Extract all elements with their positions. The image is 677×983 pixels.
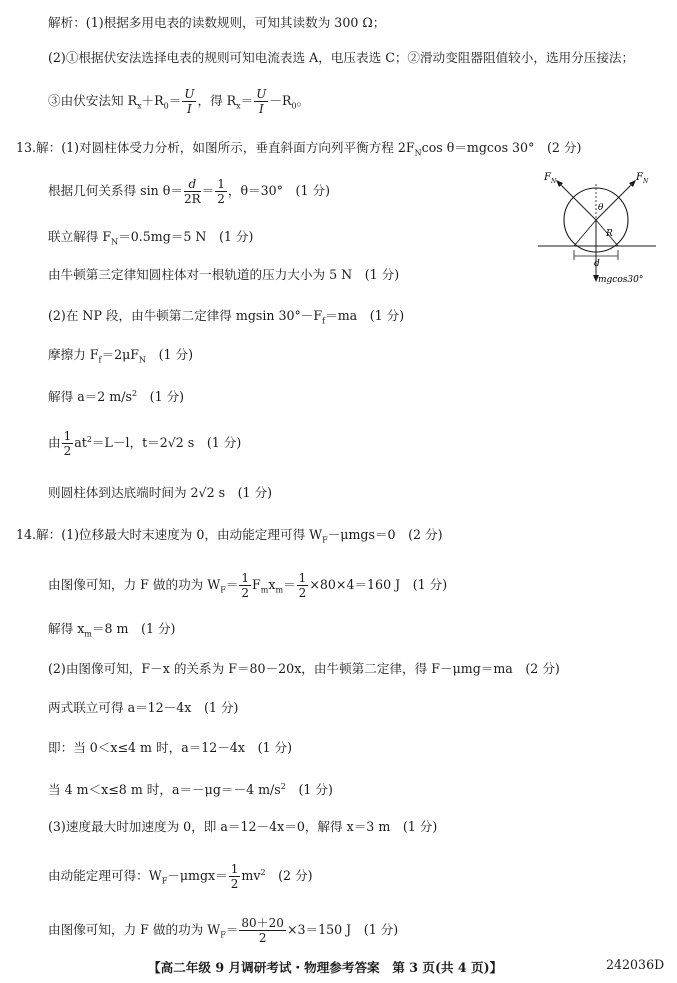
q14-line-6: 即：当 0＜x≤4 m 时，a＝12－4x (1 分)	[48, 740, 293, 755]
q14-line-9	[48, 863, 313, 891]
radius-left	[574, 220, 596, 246]
normal-force-left	[558, 182, 596, 220]
denominator: 2	[258, 931, 267, 945]
fraction-one-half	[239, 572, 251, 599]
text-seg: ＝	[225, 577, 239, 592]
q13-line-9: 则圆柱体到达底端时间为 2√2 s (1 分)	[48, 485, 273, 500]
normal-force-right	[596, 182, 634, 220]
text-seg: 14.解：(1)位移最大时末速度为 0，由动能定理可得 W	[16, 527, 323, 542]
numerator: 1	[298, 571, 307, 585]
text-seg: (1 分)	[285, 782, 333, 798]
q14-line-10	[48, 917, 398, 945]
sub-f: F	[220, 585, 226, 595]
sub-x: x	[137, 101, 142, 111]
text-seg: 当 4 m＜x≤8 m 时，a＝－μg＝－4 m/s	[48, 782, 281, 798]
sub-zero: 0	[291, 101, 297, 111]
fraction-u-over-i	[254, 88, 268, 115]
text-seg: ＝	[225, 922, 239, 937]
q13-line-5	[48, 307, 404, 331]
text-seg: ＝ma (1 分)	[325, 308, 405, 323]
sub-f: F	[322, 535, 328, 545]
text-seg: ＝L－l，t＝2√2 s (1 分)	[91, 435, 242, 450]
text-seg: F	[252, 577, 261, 592]
q13-line-2	[48, 178, 330, 205]
text-seg: 由图像可知，力 F 做的功为 W	[48, 577, 221, 592]
denominator: 2R	[183, 192, 201, 206]
numerator: 1	[230, 862, 239, 876]
text-seg: ×3＝150 J (1 分)	[286, 922, 399, 937]
footer-code: 242036D	[606, 957, 665, 972]
text-seg: cos θ＝mgcos 30° (2 分)	[421, 140, 582, 155]
text-seg: ＝	[201, 183, 215, 198]
text-seg: 13.解：(1)对圆柱体受力分析，如图所示，垂直斜面方向列平衡方程 2F	[16, 140, 415, 155]
sub-zero: 0	[163, 101, 169, 111]
fraction-one-half	[62, 430, 74, 457]
label-d: d	[594, 259, 600, 269]
denominator: 2	[63, 444, 72, 458]
text-seg: ＋R	[141, 93, 164, 108]
text-seg: ＝	[240, 93, 254, 108]
text-seg: 摩擦力 F	[48, 347, 99, 362]
analysis-line-2: (2)①根据伏安法选择电表的规则可知电流表选 A，电压表选 C；②滑动变阻器阻值较小，选用分压接法；	[48, 50, 635, 65]
sub-n: N	[111, 237, 119, 247]
q13-line-7	[48, 385, 184, 406]
numerator: 1	[217, 177, 225, 191]
sup-2: 2	[280, 782, 286, 791]
text-seg: 由动能定理可得：W	[48, 868, 162, 883]
text-seg: 联立解得 F	[48, 229, 112, 244]
label-sub-n: N	[551, 178, 557, 185]
text-seg: 。	[296, 93, 310, 108]
text-seg: (2 分)	[265, 868, 313, 883]
text-seg: 根据几何关系得 sin θ＝	[48, 183, 183, 198]
fraction-one-half	[215, 178, 227, 205]
sup-2: 2	[260, 867, 266, 877]
analysis-line-3	[48, 88, 309, 116]
sup-2: 2	[86, 434, 92, 444]
q14-line-4: (2)由图像可知，F－x 的关系为 F＝80－20x，由牛顿第二定律，得 F－μmg＝ma (2 分)	[48, 661, 560, 676]
sub-f: F	[161, 876, 168, 886]
sub-x: x	[236, 101, 241, 111]
q13-line-3	[48, 228, 253, 252]
text-seg: －μmgs＝0 (2 分)	[327, 527, 443, 542]
q13-line-8	[48, 430, 241, 457]
sub-n: N	[139, 355, 147, 365]
text-seg: ，得 R	[197, 93, 237, 108]
q13-line-1	[16, 139, 581, 163]
label-mgcos30: mgcos30°	[598, 275, 644, 285]
denominator: I	[258, 102, 264, 116]
denominator: 2	[241, 586, 250, 600]
footer-title: 【高二年级 9 月调研考试・物理参考答案 第 3 页(共 4 页)】	[148, 960, 503, 975]
sub-f: f	[98, 355, 102, 365]
label-fn-left: F	[544, 172, 551, 183]
analysis-line-1: 解析：(1)根据多用电表的读数规则，可知其读数为 300 Ω；	[48, 15, 386, 30]
q14-line-3	[48, 620, 175, 644]
text-seg: ＝8 m (1 分)	[91, 621, 176, 636]
text-seg: at	[74, 435, 87, 450]
label-fn-right: F	[636, 172, 643, 183]
q14-line-5: 两式联立可得 a＝12－4x (1 分)	[48, 700, 239, 715]
text-seg: ③由伏安法知 R	[48, 93, 138, 108]
denominator: 2	[217, 192, 225, 206]
text-seg: ＝	[168, 93, 182, 108]
fraction-u-over-i	[182, 88, 196, 115]
text-seg: ＝	[283, 577, 296, 592]
q14-line-7	[48, 778, 333, 799]
text-seg: 解得 x	[48, 621, 85, 636]
label-radius: R	[606, 229, 613, 239]
q14-line-1	[16, 526, 443, 550]
text-seg: mv	[241, 868, 261, 883]
sup-2: 2	[131, 389, 138, 398]
fraction-d-over-2r	[184, 178, 201, 205]
fraction-one-half	[297, 572, 309, 599]
text-seg: 由	[48, 435, 61, 450]
numerator: U	[256, 87, 267, 101]
label-theta: θ	[598, 203, 604, 213]
text-seg: x	[268, 577, 276, 592]
text-seg: 由图像可知，力 F 做的功为 W	[48, 922, 221, 937]
text-seg: －R	[269, 93, 292, 108]
numerator: 1	[63, 429, 72, 443]
cylinder-force-diagram	[538, 170, 656, 290]
denominator: I	[187, 102, 192, 116]
sub-f: F	[220, 930, 226, 940]
fraction-80-plus-20-over-2	[239, 917, 286, 944]
q13-line-4: 由牛顿第三定律知圆柱体对一根轨道的压力大小为 5 N (1 分)	[48, 267, 400, 282]
numerator: d	[184, 178, 201, 192]
sub-f: f	[322, 316, 326, 326]
sub-m: m	[260, 585, 269, 595]
numerator: U	[184, 87, 195, 101]
text-seg: 解得 a＝2 m/s	[48, 389, 132, 405]
q14-line-8: (3)速度最大时加速度为 0，即 a＝12－4x＝0，解得 x＝3 m (1 分)	[48, 819, 438, 834]
denominator: 2	[298, 586, 307, 600]
text-seg: ＝0.5mg＝5 N (1 分)	[118, 229, 254, 244]
fraction-one-half	[229, 863, 241, 890]
text-seg: (2)在 NP 段，由牛顿第二定律得 mgsin 30°－F	[48, 308, 323, 323]
sub-m: m	[84, 629, 92, 639]
sub-n: N	[414, 148, 422, 158]
q14-line-2	[48, 572, 447, 600]
text-seg: －μmgx＝	[167, 868, 228, 883]
denominator: 2	[230, 877, 239, 891]
label-sub-n: N	[643, 178, 649, 185]
text-seg: (1 分)	[137, 389, 185, 405]
sub-m: m	[275, 585, 284, 595]
text-seg: ×80×4＝160 J (1 分)	[309, 577, 448, 592]
text-seg: ，θ＝30° (1 分)	[227, 183, 330, 198]
q13-line-6	[48, 346, 193, 370]
text-seg: ＝2μF	[101, 347, 140, 362]
numerator: 80＋20	[241, 916, 284, 930]
text-seg: (1 分)	[146, 347, 194, 362]
numerator: 1	[241, 571, 250, 585]
